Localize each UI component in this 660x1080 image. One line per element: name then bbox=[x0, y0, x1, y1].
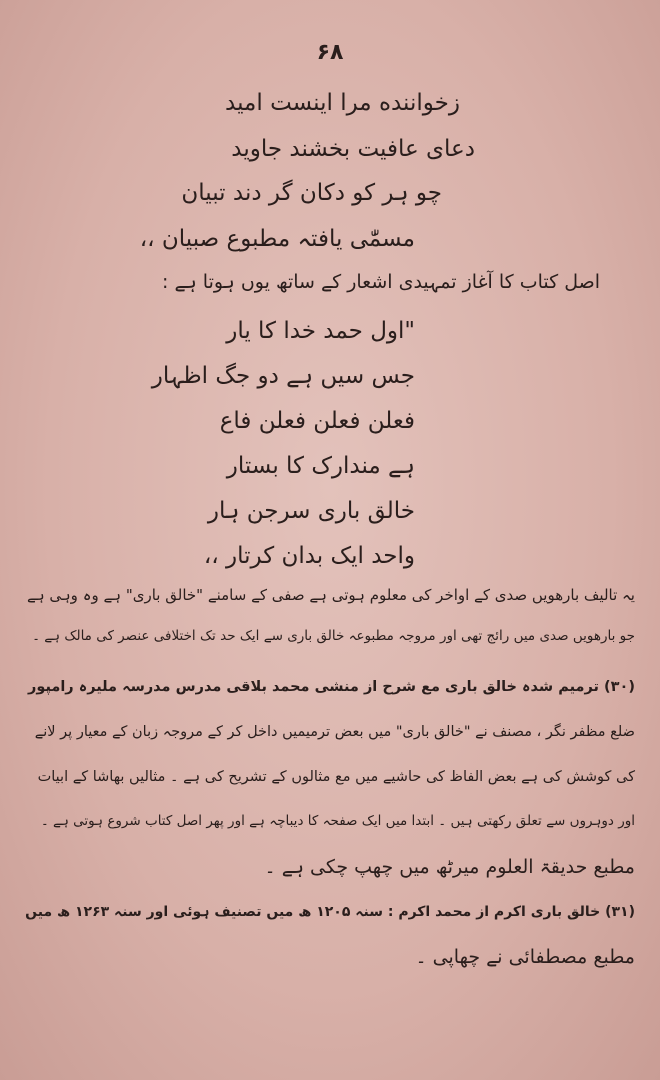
paragraph-line: مطبع حدیقۃ العلوم میرٹھ میں چھپ چکی ہے ۔ bbox=[264, 856, 635, 878]
paragraph-line: مطبع مصطفائی نے چھاپی ۔ bbox=[415, 946, 635, 968]
verse-line: دعای عافیت بخشند جاوید bbox=[231, 136, 475, 162]
verse-line: ہے مندارک کا بستار bbox=[226, 453, 415, 479]
paragraph-line: یہ تالیف بارھویں صدی کے اواخر کی معلوم ہوتی ہے صفی کے سامنے "خالق باری" ہے وہ وہی ہے bbox=[27, 586, 635, 604]
verse-line: مسمّٰی یافتہ مطبوع صبیان ،، bbox=[139, 226, 415, 252]
verse-line: فعلن فعلن فعلن فاع bbox=[219, 408, 415, 434]
verse-line: جس سیں ہے دو جگ اظہار bbox=[151, 363, 415, 389]
paragraph-line: اور دوہروں سے تعلق رکھتی ہیں ۔ ابتدا میں ایک صفحہ کا دیباچہ ہے اور پھر اصل کتاب شروع ہوتی ہے ۔ bbox=[40, 813, 635, 829]
verse-line: "اول حمد خدا کا یار bbox=[226, 318, 415, 344]
entry-heading: (۳۰) ترمیم شدہ خالق باری مع شرح از منشی محمد بلاقی مدرس مدرسہ ملیرہ رامپور bbox=[28, 679, 635, 695]
page-number: ۶۸ bbox=[316, 40, 344, 65]
paragraph-line: کی کوشش کی ہے بعض الفاظ کی حاشیے میں مع مثالوں کے تشریح کی ہے ۔ مثالیں بھاشا کے ابیات bbox=[37, 769, 635, 785]
intro-line: اصل کتاب کا آغاز تمہیدی اشعار کے ساتھ یوں ہوتا ہے : bbox=[162, 271, 600, 293]
entry-heading: (۳۱) خالق باری اکرم از محمد اکرم : سنہ ۱۲۰۵ ھ میں تصنیف ہوئی اور سنہ ۱۲۶۳ ھ میں bbox=[25, 904, 635, 920]
verse-line: واحد ایک بدان کرتار ،، bbox=[203, 543, 415, 569]
paragraph-line: ضلع مظفر نگر ، مصنف نے "خالق باری" میں بعض ترمیمیں داخل کر کے مروجہ زبان کے معیار پر لانے bbox=[34, 724, 635, 740]
verse-line: زخواننده مرا اینست امید bbox=[225, 90, 460, 116]
paragraph-line: جو بارھویں صدی میں رائج تھی اور مروجہ مطبوعہ خالق باری سے ایک حد تک اختلافی عنصر کی مالک ہے ۔ bbox=[32, 628, 635, 644]
verse-line: خالق باری سرجن ہار bbox=[207, 498, 415, 524]
verse-line: چو ہر کو دکان گر دند تبیان bbox=[181, 180, 442, 206]
